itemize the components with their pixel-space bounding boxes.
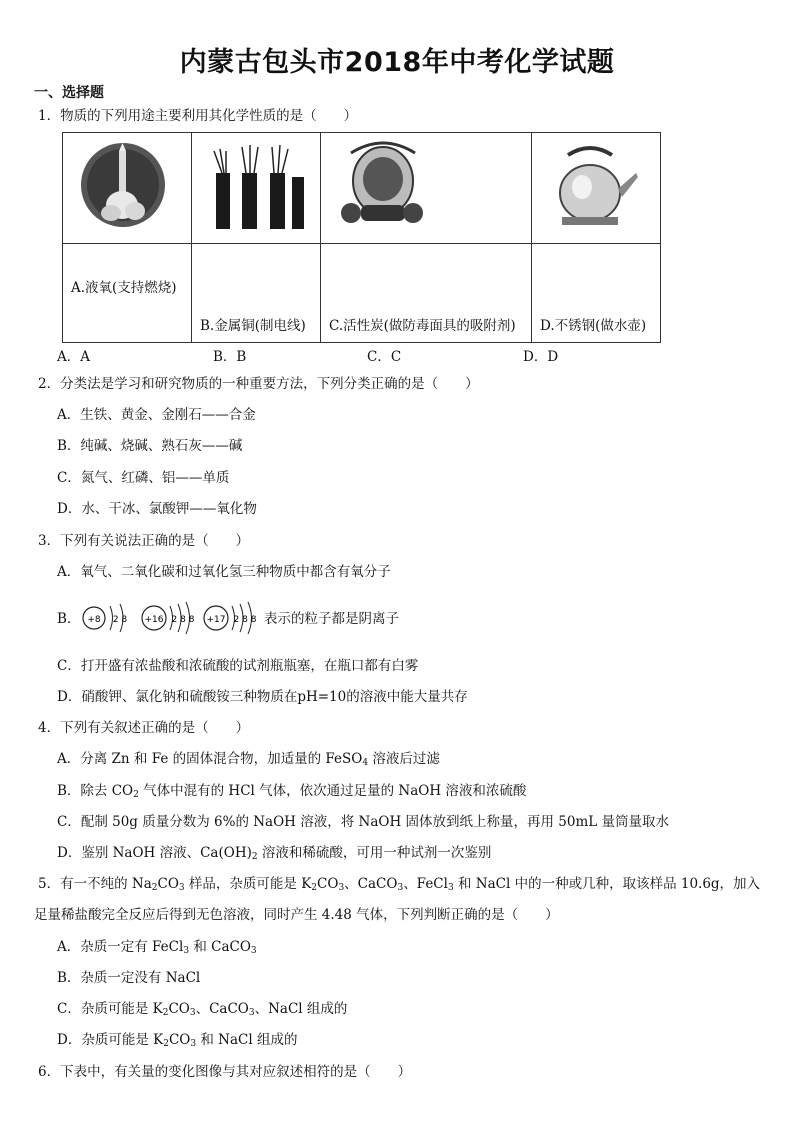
atom-3-shells: 2 8 8: [233, 615, 257, 625]
question-4-option-d[interactable]: D．鉴别 NaOH 溶液、$Ca(OH)_2$ 溶液和稀硫酸，可用一种试剂一次鉴别: [57, 845, 492, 862]
question-1-image-table: [62, 132, 661, 343]
question-4-option-b[interactable]: B．除去 $CO_2$ 气体中混有的 HCl 气体，依次通过足量的 NaOH 溶液和浓硫酸: [57, 783, 527, 800]
atom-diagram-sulfur: [142, 602, 195, 634]
question-5-option-d[interactable]: D．杂质可能是 $K_2CO_3$ 和 NaCl 组成的: [57, 1032, 298, 1049]
question-4-stem: 4．下列有关叙述正确的是（ ）: [38, 720, 250, 736]
question-5-option-a[interactable]: A．杂质一定有 FeCl$_3$ 和 CaCO$_3$: [57, 939, 257, 956]
question-2-option-c[interactable]: C．氮气、红磷、铝——单质: [57, 470, 230, 486]
atom-1-nucleus: +8: [87, 615, 101, 625]
kettle-icon: [532, 133, 660, 239]
question-3-option-b-text[interactable]: 表示的粒子都是阴离子: [264, 611, 399, 627]
gas-mask-icon: [321, 133, 531, 239]
question-1-stem: 1．物质的下列用途主要利用其化学性质的是（ ）: [38, 108, 358, 124]
question-3-option-c[interactable]: C．打开盛有浓盐酸和浓硫酸的试剂瓶瓶塞，在瓶口都有白雾: [57, 658, 419, 674]
atom-structure-diagrams: [80, 598, 270, 638]
question-4-option-c[interactable]: C．配制 50g 质量分数为 6%的 NaOH 溶液，将 NaOH 固体放到纸上称量，再用 50mL 量筒量取水: [57, 814, 670, 830]
question-2-stem: 2．分类法是学习和研究物质的一种重要方法，下列分类正确的是（ ）: [38, 376, 479, 392]
section-heading: 一、选择题: [34, 85, 104, 101]
copper-wires-image: [192, 133, 321, 244]
atom-3-nucleus: +17: [206, 615, 226, 625]
question-5-stem-line-2: 足量稀盐酸完全反应后得到无色溶液，同时产生 4.48 气体，下列判断正确的是（ ）: [34, 907, 559, 923]
atom-diagram-chlorine: [204, 602, 257, 634]
rocket-launch-image: [63, 133, 192, 244]
question-3-option-b-prefix[interactable]: B．: [57, 611, 81, 627]
caption-c: C.活性炭(做防毒面具的吸附剂): [329, 318, 516, 334]
caption-b-cell: [192, 244, 321, 343]
caption-a: A.液氧(支持燃烧): [71, 280, 177, 296]
question-4-option-a[interactable]: A．分离 Zn 和 Fe 的固体混合物，加适量的 FeSO$_4$ 溶液后过滤: [57, 751, 440, 768]
choice-a[interactable]: A．A: [57, 349, 90, 365]
caption-b: B.金属铜(制电线): [200, 318, 306, 334]
page-title: 内蒙古包头市2018年中考化学试题: [179, 47, 615, 78]
question-2-option-a[interactable]: A．生铁、黄金、金刚石——合金: [57, 407, 256, 423]
question-5-option-c[interactable]: C．杂质可能是 $K_2CO_3$、CaCO$_3$、NaCl 组成的: [57, 1001, 348, 1018]
question-5-option-b[interactable]: B．杂质一定没有 NaCl: [57, 970, 201, 986]
question-3-option-d[interactable]: D．硝酸钾、氯化钠和硫酸铵三种物质在pH=10的溶液中能大量共存: [57, 689, 468, 705]
atom-2-shells: 2 8 8: [171, 615, 195, 625]
caption-d: D.不锈钢(做水壶): [540, 318, 647, 334]
choice-d[interactable]: D．D: [523, 349, 559, 365]
caption-c-cell: [321, 244, 532, 343]
caption-a-cell: [63, 244, 192, 343]
gas-mask-image: [321, 133, 532, 244]
wire-icon: [192, 133, 320, 239]
atom-1-shells: 2 8: [112, 615, 128, 625]
question-3-stem: 3．下列有关说法正确的是（ ）: [38, 533, 250, 549]
question-5-stem-line-1: 5．有一不纯的 $Na_2CO_3$ 样品，杂质可能是 $K_2CO_3$、CaCO$_3$、FeCl$_3$ 和 NaCl 中的一种或几种，取该样品 10.6g，加入: [38, 876, 761, 893]
question-3-option-a[interactable]: A．氧气、二氧化碳和过氧化氢三种物质中都含有氧分子: [57, 564, 391, 580]
atom-2-nucleus: +16: [144, 615, 164, 625]
kettle-image: [532, 133, 661, 244]
caption-d-cell: [532, 244, 661, 343]
choice-c[interactable]: C．C: [367, 349, 402, 365]
question-6-stem: 6．下表中，有关量的变化图像与其对应叙述相符的是（ ）: [38, 1064, 412, 1080]
question-2-option-d[interactable]: D．水、干冰、氯酸钾——氧化物: [57, 501, 257, 517]
atom-diagram-oxygen: [83, 604, 127, 632]
rocket-launch-icon: [63, 133, 191, 239]
choice-b[interactable]: B．B: [213, 349, 247, 365]
question-2-option-b[interactable]: B．纯碱、烧碱、熟石灰——碱: [57, 438, 243, 454]
